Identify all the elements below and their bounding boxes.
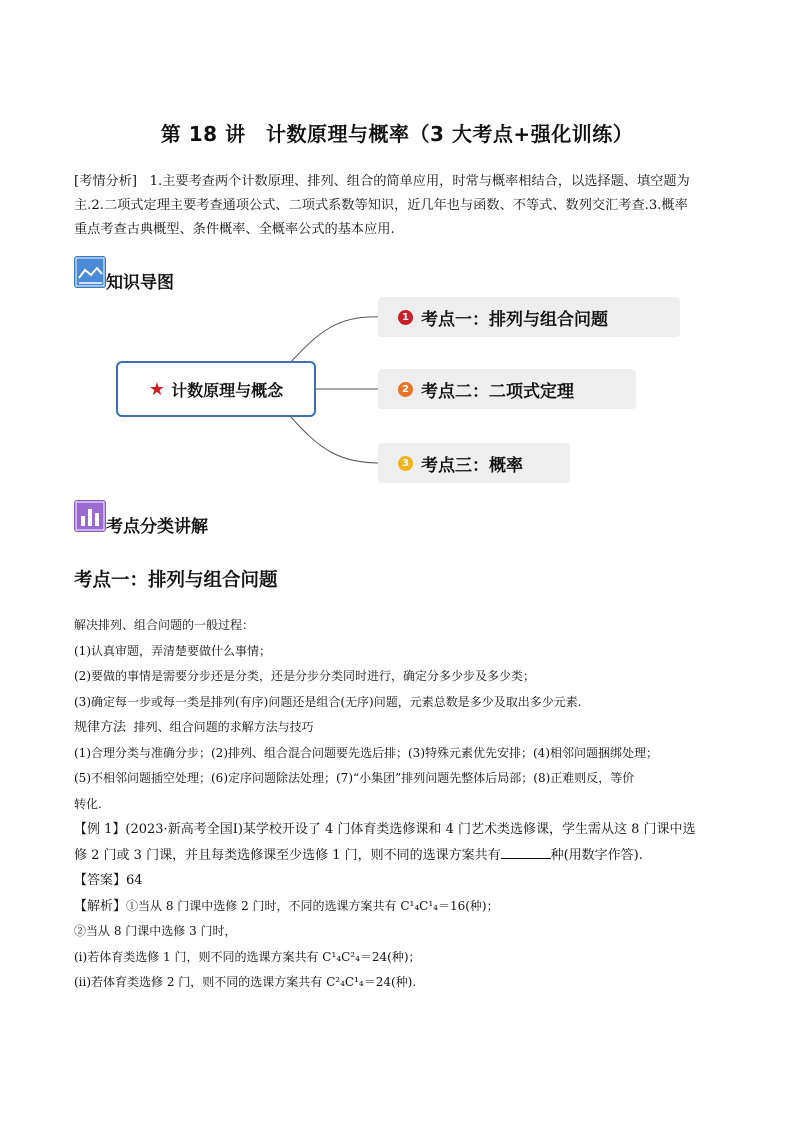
answer-label: 【答案】 <box>74 873 127 888</box>
analysis-line-2: 主.2.二项式定理主要考查通项公式、二项式系数等知识，近几年也与函数、不等式、数列交汇考查.3.概率 <box>74 198 688 213</box>
mindmap-root-label: 计数原理与概念 <box>171 380 284 400</box>
method-item: (5)不相邻问题插空处理；(6)定序问题除法处理；(7)“小集团”排列问题先整体后局部；(8)正难则反，等价 <box>74 771 635 785</box>
knowledge-map-heading: 知识导图 <box>106 273 174 293</box>
solution-label: 【解析】 <box>74 898 127 914</box>
number-badge-icon: 3 <box>398 456 413 471</box>
example-text-1: (2023·新高考全国Ⅰ)某学校开设了 4 门体育类选修课和 4 门艺术类选修课，学生需从这 8 门课中选 <box>125 822 696 837</box>
mindmap-node-1 <box>378 297 680 337</box>
analysis-line-1: 1.主要考查两个计数原理、排列、组合的简单应用，时常与概率相结合，以选择题、填空题为 <box>149 174 690 189</box>
mindmap-node-label: 考点一：排列与组合问题 <box>421 309 608 330</box>
answer-value: 64 <box>126 873 143 888</box>
example-text-2b: 种(用数字作答). <box>550 847 643 863</box>
solution-line: ②当从 8 门课中选修 3 门时， <box>74 924 237 938</box>
mindmap-node-label: 考点二：二项式定理 <box>421 381 574 402</box>
topic-line: (2)要做的事情是需要分步还是分类，还是分步分类同时进行，确定分多少步及多少类； <box>74 669 536 683</box>
bar-chart-icon <box>74 500 106 532</box>
solution-text: ①当从 8 门课中选修 2 门时，不同的选课方案共有 C¹₄C¹₄＝16(种)； <box>126 898 499 913</box>
topic-heading: 考点一：排列与组合问题 <box>74 570 278 591</box>
page-title: 第 18 讲 计数原理与概率（3 大考点+强化训练） <box>160 122 634 146</box>
topic-line: (3)确定每一步或每一类是排列(有序)问题还是组合(无序)问题，元素总数是多少及取出多少元素. <box>74 694 582 709</box>
example-line-2 <box>74 843 734 869</box>
analysis-label: [考情分析] <box>74 174 138 189</box>
mindmap-node-label: 考点三：概率 <box>421 455 523 476</box>
solution-line: (ⅰ)若体育类选修 1 门，则不同的选课方案共有 C¹₄C²₄＝24(种)； <box>74 949 421 964</box>
example-label: 【例 1】 <box>74 822 126 837</box>
analysis-line-3: 重点考查古典概型、条件概率、全概率公式的基本应用. <box>74 222 395 237</box>
answer-line <box>74 868 734 894</box>
method-label: 规律方法 <box>74 720 127 735</box>
section-heading: 考点分类讲解 <box>106 517 208 537</box>
mindmap-connectors <box>0 0 794 520</box>
method-item: 转化. <box>74 796 102 811</box>
number-badge-icon: 1 <box>398 310 413 325</box>
mindmap-node-2 <box>378 369 636 409</box>
solution-line: (ⅱ)若体育类选修 2 门，则不同的选课方案共有 C²₄C¹₄＝24(种). <box>74 975 417 989</box>
method-item: (1)合理分类与准确分步；(2)排列、组合混合问题要先选后排；(3)特殊元素优先安排；(4)相邻问题捆绑处理； <box>74 745 658 760</box>
example-text-2a: 修 2 门或 3 门课，并且每类选修课至少选修 1 门，则不同的选课方案共有 <box>74 847 501 863</box>
topic-line: 解决排列、组合问题的一般过程： <box>74 618 255 632</box>
example-line-1 <box>74 817 734 843</box>
mindmap-root <box>116 361 316 417</box>
topic-body <box>74 613 734 996</box>
method-text: 排列、组合问题的求解方法与技巧 <box>133 720 314 734</box>
star-icon: ★ <box>148 378 166 400</box>
answer-blank <box>501 844 551 859</box>
mindmap-node-3 <box>378 443 570 483</box>
number-badge-icon: 2 <box>398 382 413 397</box>
topic-line: (1)认真审题，弄清楚要做什么事情； <box>74 643 271 658</box>
solution-line <box>74 894 734 920</box>
method-line <box>74 715 734 741</box>
